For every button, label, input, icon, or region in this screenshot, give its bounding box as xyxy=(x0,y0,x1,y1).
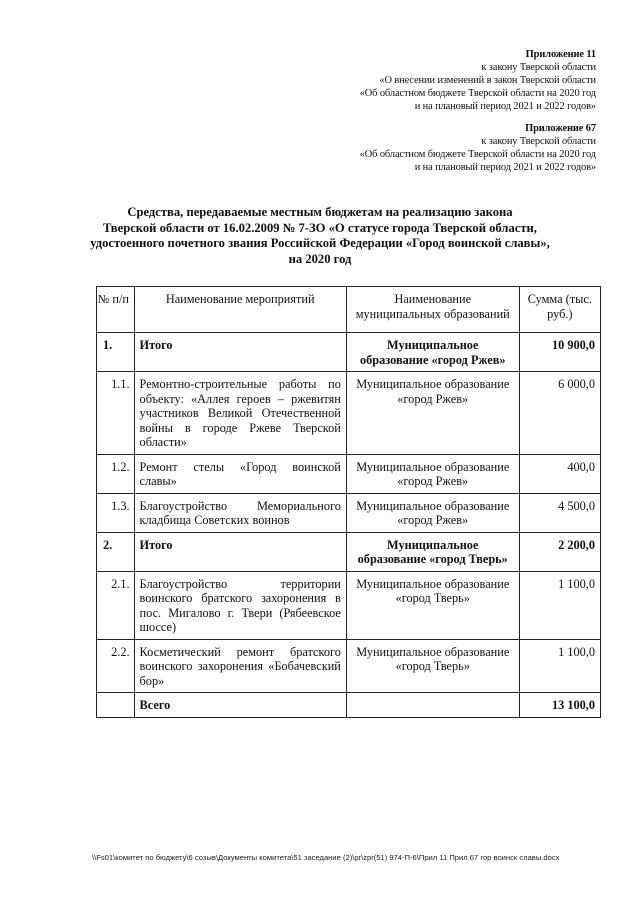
cell-muni: Муниципальное образование «город Ржев» xyxy=(346,372,519,455)
cell-muni: Муниципальное образование «город Тверь» xyxy=(346,532,519,571)
cell-num: 2.2. xyxy=(97,639,135,693)
cell-num: 1. xyxy=(97,333,135,372)
cell-name: Косметический ремонт братского воинского захоронения «Бобачевский бор» xyxy=(134,639,346,693)
cell-sum: 400,0 xyxy=(519,454,600,493)
cell-num: 1.2. xyxy=(97,454,135,493)
header-muni: Наименование муниципальных образований xyxy=(346,287,519,333)
cell-muni xyxy=(346,693,519,718)
cell-num: 2.1. xyxy=(97,571,135,639)
file-path-footer: \\Fs01\комитет по бюджету\6 созыв\Документы комитета\51 заседание (2)\pr\zpr(51) 974-П-6\Прил 11 Прил 67 гор воинск славы.docx xyxy=(92,853,560,862)
cell-name: Благоустройство территории воинского братского захоронения в пос. Мигалово г. Твери (Рябеевское шоссе) xyxy=(134,571,346,639)
appendix-11-number: Приложение 11 xyxy=(525,49,596,60)
cell-muni: Муниципальное образование «город Ржев» xyxy=(346,333,519,372)
appendix-67-number: Приложение 67 xyxy=(525,123,596,134)
table-row xyxy=(97,571,601,639)
table-row xyxy=(97,639,601,693)
title-line: Тверской области от 16.02.2009 № 7-ЗО «О статусе города Тверской области, xyxy=(103,220,537,235)
cell-muni: Муниципальное образование «город Ржев» xyxy=(346,454,519,493)
table-header-row xyxy=(97,287,601,333)
table-row xyxy=(97,493,601,532)
cell-num: 1.3. xyxy=(97,493,135,532)
appendix-11-line: и на плановый период 2021 и 2022 годов» xyxy=(414,101,596,112)
table-row xyxy=(97,372,601,455)
table-row-total xyxy=(97,693,601,718)
cell-sum: 2 200,0 xyxy=(519,532,600,571)
budget-table xyxy=(96,286,601,718)
cell-muni: Муниципальное образование «город Тверь» xyxy=(346,639,519,693)
appendix-11-line: к закону Тверской области xyxy=(481,62,596,73)
cell-sum: 13 100,0 xyxy=(519,693,600,718)
table-row-subtotal xyxy=(97,532,601,571)
cell-num: 2. xyxy=(97,532,135,571)
header-sum: Сумма (тыс. руб.) xyxy=(519,287,600,333)
appendix-11-line: «Об областном бюджете Тверской области на 2020 год xyxy=(359,88,596,99)
header-name: Наименование мероприятий xyxy=(134,287,346,333)
appendix-67-header xyxy=(360,122,596,174)
cell-name: Ремонт стелы «Город воинской славы» xyxy=(134,454,346,493)
cell-name: Благоустройство Мемориального кладбища Советских воинов xyxy=(134,493,346,532)
appendix-11-header xyxy=(360,48,596,113)
cell-name: Итого xyxy=(134,532,346,571)
cell-muni: Муниципальное образование «город Ржев» xyxy=(346,493,519,532)
cell-name: Всего xyxy=(134,693,346,718)
cell-sum: 1 100,0 xyxy=(519,571,600,639)
title-line: Средства, передаваемые местным бюджетам на реализацию закона xyxy=(127,205,513,219)
cell-name: Ремонтно-строительные работы по объекту: «Аллея героев – ржевитян участников Великой Отечественной войны в городе Ржеве Тверской области» xyxy=(134,372,346,455)
cell-muni: Муниципальное образование «город Тверь» xyxy=(346,571,519,639)
title-line: на 2020 год xyxy=(288,251,352,266)
appendix-67-line: «Об областном бюджете Тверской области на 2020 год xyxy=(359,149,596,160)
header-num: № п/п xyxy=(97,287,135,333)
cell-sum: 10 900,0 xyxy=(519,333,600,372)
cell-sum: 1 100,0 xyxy=(519,639,600,693)
cell-sum: 6 000,0 xyxy=(519,372,600,455)
appendix-67-line: и на плановый период 2021 и 2022 годов» xyxy=(414,162,596,173)
appendix-67-line: к закону Тверской области xyxy=(481,136,596,147)
document-title xyxy=(60,205,580,267)
cell-num xyxy=(97,693,135,718)
table-row-subtotal xyxy=(97,333,601,372)
appendix-11-line: «О внесении изменений в закон Тверской области xyxy=(379,75,596,86)
cell-sum: 4 500,0 xyxy=(519,493,600,532)
cell-name: Итого xyxy=(134,333,346,372)
title-line: удостоенного почетного звания Российской Федерации «Город воинской славы», xyxy=(90,236,550,250)
table-row xyxy=(97,454,601,493)
cell-num: 1.1. xyxy=(97,372,135,455)
